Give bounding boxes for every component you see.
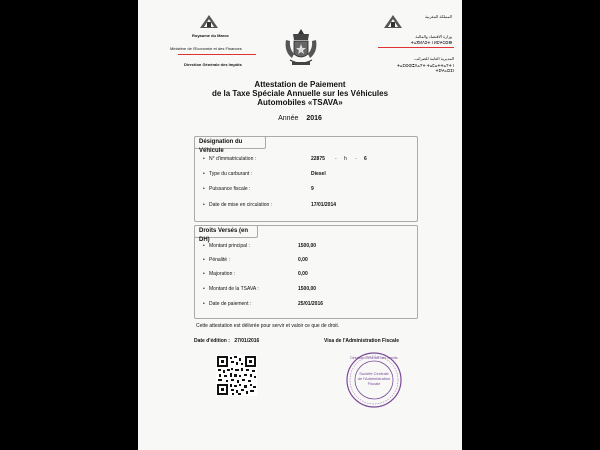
registration-region: 6	[364, 156, 367, 162]
left-org: Royaume du Maroc	[192, 33, 229, 38]
stamp-outer: Direction Générale des Impôts	[350, 356, 398, 360]
left-direction: Direction Générale des Impôts	[184, 62, 242, 67]
payment-heading: Droits Versés (en DH)	[194, 225, 258, 238]
vehicle-row: • Type du carburant :	[203, 171, 253, 177]
edition-line	[194, 338, 259, 344]
visa-label: Visa de l'Administration Fiscale	[324, 338, 400, 344]
vehicle-section: Désignation du Véhicule • N° d'immatriculation : 22875 h 6 - - • Type du carburant : Diesel • Puissance fiscale : 9 • Date de mise en circulation : 17/01/2014	[194, 136, 418, 222]
vehicle-row: • Puissance fiscale :	[203, 186, 251, 192]
right-arabic-2: وزارة الاقتصاد والمالية	[415, 34, 452, 39]
payment-row: • Pénalité :	[203, 257, 230, 263]
vehicle-heading: Désignation du Véhicule	[194, 136, 266, 149]
surcharge-amount: 0,00	[298, 271, 308, 277]
principal-amount: 1500,00	[298, 243, 317, 249]
title-line-1: Attestation de Paiement	[254, 80, 346, 89]
vehicle-row: • Date de mise en circulation :	[203, 202, 273, 208]
edition-label: Date d'édition :	[194, 338, 230, 344]
right-arabic-3: المديرية العامة للضرائب	[414, 56, 454, 61]
payment-date: 25/01/2016	[298, 301, 324, 307]
validity-statement: Cette attestation est délivrée pour servir et valoir ce que de droit.	[196, 323, 340, 329]
payment-label: Date de paiement :	[209, 301, 252, 307]
payment-label: Majoration :	[209, 271, 236, 277]
title-line-3: Automobiles «TSAVA»	[257, 98, 343, 107]
stamp-inner-1: Société Centrale	[359, 371, 389, 376]
right-arabic-1: المملكة المغربية	[425, 14, 452, 19]
title-line-2: de la Taxe Spéciale Annuelle sur les Véhicules	[211, 89, 389, 98]
payment-label: Pénalité :	[209, 257, 230, 263]
year-label: Année	[278, 115, 299, 122]
fuel-type: Diesel	[311, 171, 326, 177]
payment-row: • Montant principal :	[203, 243, 250, 249]
year-line	[138, 115, 462, 122]
vehicle-label: Puissance fiscale :	[209, 186, 251, 192]
right-tifinagh-1: ⵜⴰⴳⵍⴷⵉⵜ ⵏ ⵍⵎⵖⵔⵉⴱ	[410, 40, 452, 45]
ministry-logo-icon	[198, 14, 220, 30]
right-tifinagh-2: ⵜⴰⵎⵙⵙⵓⴷⴰⵢⵜ ⵜⴰⵎⴰⵜⵜⴰⵢⵜ ⵏ ⵜⵉⵖⴰⵔⵉⵏ	[396, 63, 454, 73]
dgi-logo-icon	[382, 14, 404, 30]
royal-coat-of-arms-icon	[280, 26, 322, 68]
vehicle-label: Type du carburant :	[209, 171, 253, 177]
vehicle-label: Date de mise en circulation :	[209, 202, 273, 208]
circulation-date: 17/01/2014	[311, 202, 337, 208]
qr-code-icon	[216, 355, 257, 396]
registration-number: 22875	[311, 156, 325, 162]
payment-section	[194, 225, 418, 319]
tsava-amount: 1500,00	[298, 286, 317, 292]
payment-row: • Montant de la TSAVA :	[203, 286, 259, 292]
document-page	[138, 0, 462, 450]
payment-label: Montant principal :	[209, 243, 250, 249]
stamp-inner-2: de l'Administration	[357, 376, 391, 381]
vehicle-row: • N° d'immatriculation :	[203, 156, 257, 162]
edition-value: 27/01/2016	[234, 338, 260, 344]
stamp-inner-3: Fiscale	[367, 381, 381, 386]
payment-label: Montant de la TSAVA :	[209, 286, 259, 292]
registration-letter: h	[344, 156, 347, 162]
left-ministry: Ministère de l'Economie et des Finances	[170, 46, 242, 51]
year-value: 2016	[306, 115, 322, 122]
payment-row: • Date de paiement :	[203, 301, 252, 307]
vehicle-label: N° d'immatriculation :	[209, 156, 257, 162]
penalty-amount: 0,00	[298, 257, 308, 263]
payment-row: • Majoration :	[203, 271, 236, 277]
fiscal-power: 9	[311, 186, 314, 192]
